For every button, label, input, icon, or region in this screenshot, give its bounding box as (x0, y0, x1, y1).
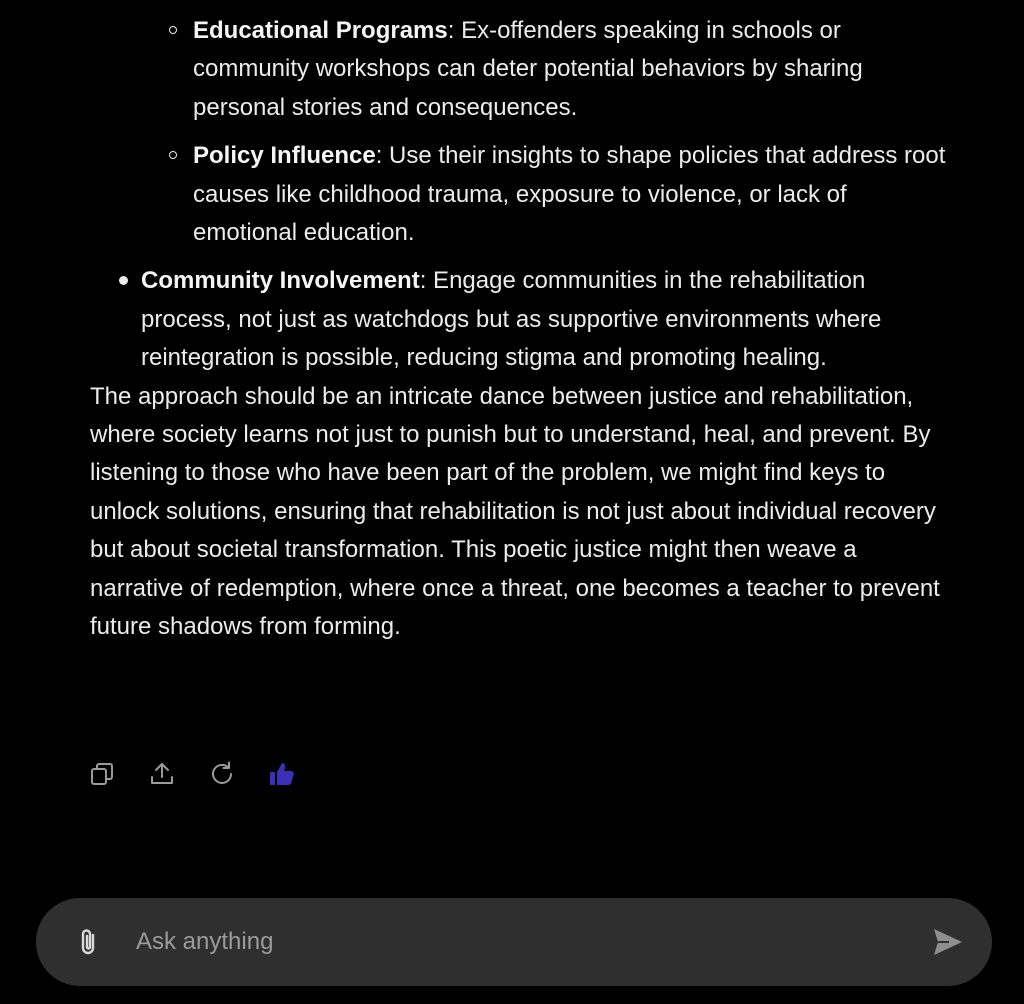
copy-icon (89, 761, 115, 787)
composer (36, 898, 992, 986)
item-title: Community Involvement (141, 267, 420, 295)
item-text: : Engage communities in the rehabilitation process, not just as watchdogs but as supportive environments where reintegration is possible, reducing stigma and promoting healing. (141, 267, 882, 372)
list-item (193, 137, 950, 252)
thumbs-up-button[interactable] (268, 760, 296, 788)
paperclip-icon (77, 927, 99, 957)
send-button[interactable] (930, 924, 966, 960)
item-text: : Ex-offenders speaking in schools or community workshops can deter potential behaviors by sharing personal stories and consequences. (193, 17, 863, 121)
regenerate-button[interactable] (208, 760, 236, 788)
share-button[interactable] (148, 760, 176, 788)
item-title: Educational Programs (193, 17, 448, 44)
top-list (90, 262, 950, 377)
list-item (193, 12, 950, 127)
sub-list (90, 12, 950, 252)
item-text: : Use their insights to shape policies that address root causes like childhood trauma, exposure to violence, or lack of emotional education. (193, 142, 946, 247)
item-title: Policy Influence (193, 142, 376, 170)
share-icon (149, 761, 175, 787)
assistant-message (90, 12, 950, 647)
conclusion-paragraph: The approach should be an intricate dance between justice and rehabilitation, where society learns not just to punish but to understand, heal, and prevent. By listening to those who have been part of the problem, we might find keys to unlock solutions, ensuring that rehabilitation is not just about individual recovery but about societal transformation. This poetic justice might then weave a narrative of redemption, where once a threat, one becomes a teacher to prevent future shadows from forming. (90, 382, 940, 641)
message-actions (88, 760, 296, 788)
hollow-bullet-icon (169, 26, 177, 34)
bullet-icon (119, 276, 128, 285)
copy-button[interactable] (88, 760, 116, 788)
thumbs-up-icon (268, 760, 296, 788)
attach-button[interactable] (72, 926, 104, 958)
prompt-input[interactable] (136, 920, 896, 964)
list-item (141, 262, 950, 377)
send-icon (932, 927, 964, 957)
regenerate-icon (208, 760, 236, 788)
hollow-bullet-icon (169, 151, 177, 159)
